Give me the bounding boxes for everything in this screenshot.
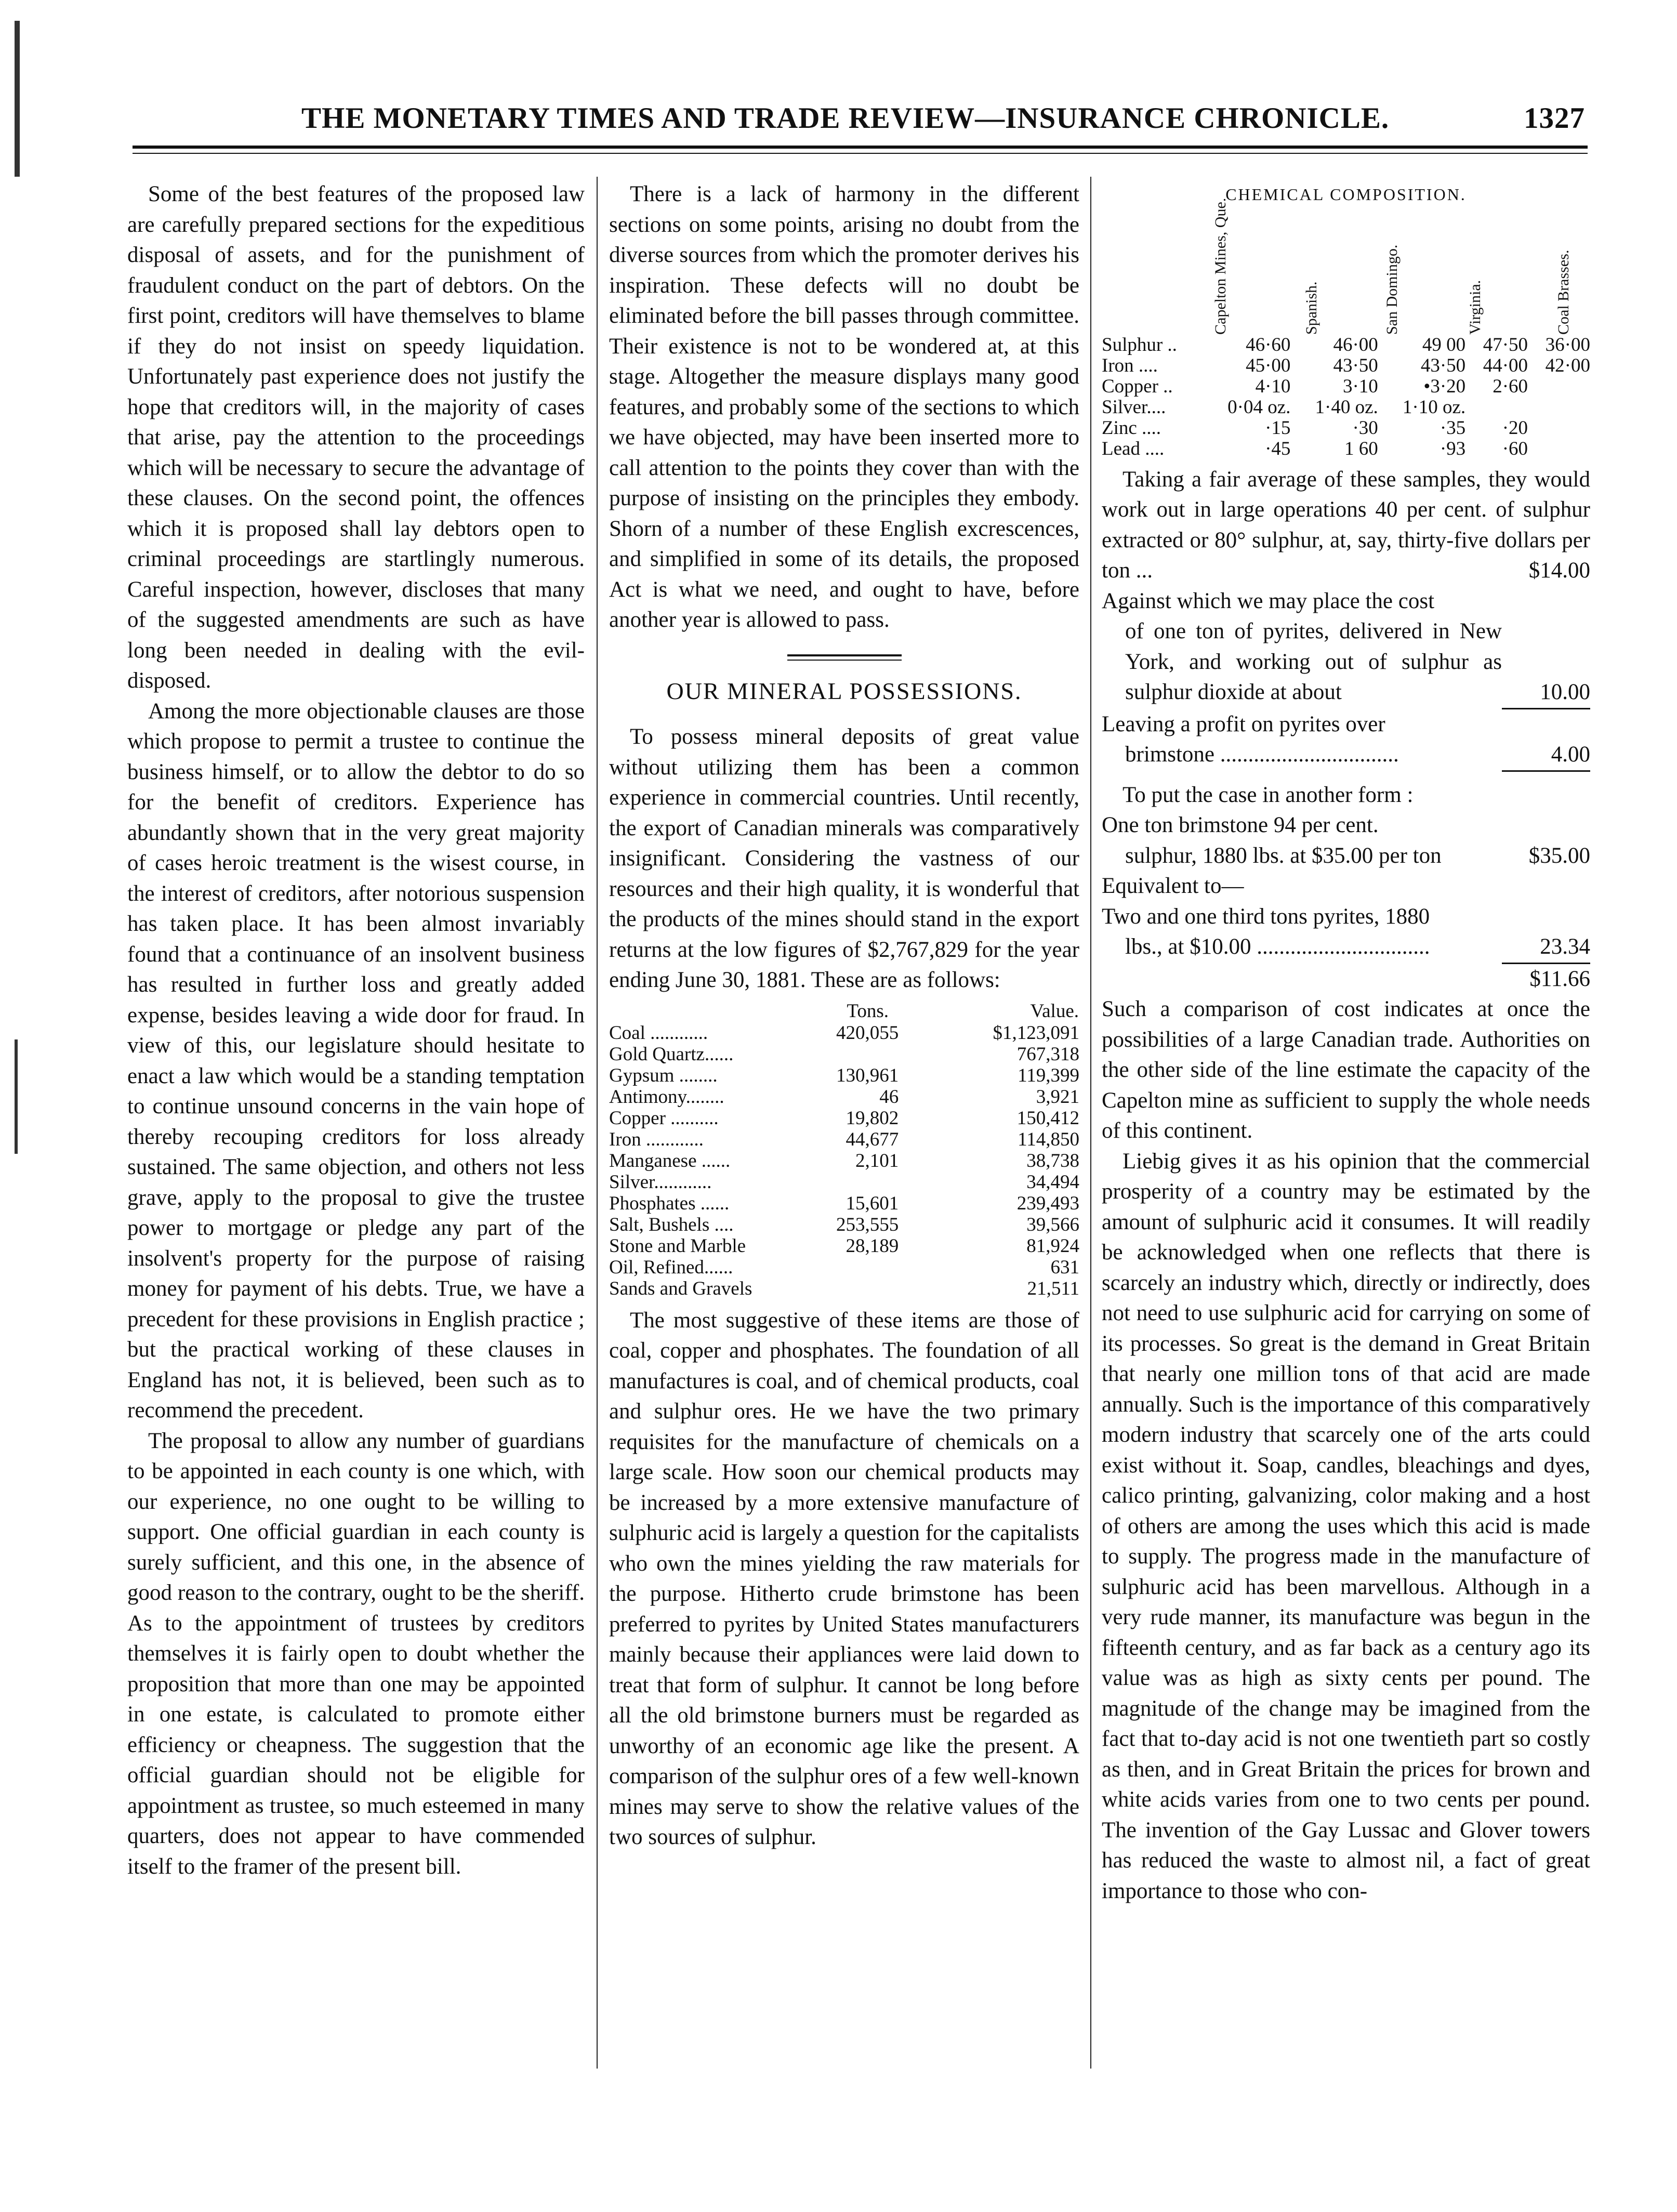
percentage-value: 3·10 <box>1342 375 1378 397</box>
tons-value <box>816 1044 919 1065</box>
mineral-name: Sands and Gravels <box>609 1278 752 1299</box>
mineral-name: Manganese ...... <box>609 1150 731 1171</box>
dollar-value: 39,566 <box>1026 1214 1079 1235</box>
table-row <box>609 1129 1079 1150</box>
masthead <box>130 101 1585 143</box>
header-rule <box>133 146 1588 149</box>
calc-text: lbs., at $10.00 ............................... <box>1125 934 1430 959</box>
chem-column-header: San Domingo. <box>1383 244 1401 335</box>
section-divider-thin <box>787 660 902 661</box>
table-row <box>609 1108 1079 1129</box>
section-divider <box>787 654 902 656</box>
mineral-name: Salt, Bushels .... <box>609 1214 734 1235</box>
mineral-name: Phosphates ...... <box>609 1192 730 1214</box>
calc-amount: 10.00 <box>1540 680 1590 704</box>
calc-line: Leaving a profit on pyrites over <box>1102 712 1385 736</box>
percentage-value: 45·00 <box>1246 354 1291 376</box>
sum-rule <box>1502 770 1590 772</box>
column-divider <box>597 177 598 2069</box>
dollar-value: 81,924 <box>1026 1235 1079 1257</box>
percentage-value: ·20 <box>1502 417 1528 439</box>
tons-value <box>816 1278 919 1299</box>
section-heading: OUR MINERAL POSSESSIONS. <box>666 677 1022 704</box>
table-row <box>609 1065 1079 1086</box>
percentage-value: 43·50 <box>1420 354 1466 376</box>
calc-amount: 4.00 <box>1551 742 1590 767</box>
mineral-name: Antimony........ <box>609 1086 724 1108</box>
table-row <box>609 1278 1079 1299</box>
table-row <box>1102 356 1590 376</box>
column-1 <box>127 179 585 1882</box>
tons-value <box>816 1257 919 1278</box>
percentage-value: 49 00 <box>1422 334 1466 356</box>
binding-edge-mark <box>15 21 20 177</box>
article-paragraph: Among the more objectionable clauses are those which propose to permit a trustee to continue the business himself, or to allow the debtor to do so for the benefit of creditors. Experience has abundantly shown that in the very great majority of cases heroic treatment is the wisest course, in the interest of creditors, after notorious suspension has taken place. It has been almost invariably found that a continuance of an insolvent business has resulted in further loss and greatly added expense, besides leaving a wide door for fraud. In view of this, our legislature should hesitate to enact a law which would be a standing temptation to continue unsound concerns in the vain hope of thereby recouping creditors for loss already sustained. The same objection, and others not less grave, apply to the proposal to give the trustee power to mortgage or pledge any part of the insolvent's property for the purpose of raising money for payment of his debts. True, we have a precedent for these provisions in English practice ; but the practical working of these clauses in England has not, it is believed, been such as to recommend the precedent. <box>127 699 585 1423</box>
percentage-value: ·93 <box>1440 438 1466 459</box>
mineral-name: Copper .......... <box>609 1107 719 1129</box>
binding-edge-mark <box>15 1039 18 1154</box>
percentage-value <box>1528 439 1590 459</box>
dollar-value: 119,399 <box>1018 1064 1079 1086</box>
chem-column-header: Virginia. <box>1467 280 1484 335</box>
calc-line: Against which we may place the cost <box>1102 588 1435 613</box>
tons-value: 2,101 <box>855 1150 899 1171</box>
article-paragraph: The proposal to allow any number of guardians to be appointed in each county is one which, with our experience, no one ought to be willing to support. One official guardian in each county is surely sufficient, and this one, in the absence of good reason to the contrary, ought to be the sheriff. As to the appointment of trustees by creditors themselves it is fairly open to doubt whether the proposition that more than one may be appointed in one estate, is calculated to promote either efficiency or cheapness. The suggestion that the official guardian should not be eligible for appointment as trustee, so much esteemed in many quarters, does not appear to have commended itself to the framer of the present bill. <box>127 1428 585 1879</box>
dollar-value: 34,494 <box>1026 1171 1079 1193</box>
table-row <box>609 1022 1079 1044</box>
calc-text: of one ton of pyrites, delivered in New York, and working out of sulphur as sulphur dioxide at about <box>1125 619 1502 704</box>
page-number: 1327 <box>1524 102 1585 135</box>
chem-column-header: Coal Brasses. <box>1555 249 1572 335</box>
calc-amount: $35.00 <box>1528 843 1590 868</box>
dollar-value: 21,511 <box>1027 1278 1079 1299</box>
tons-value: 19,802 <box>846 1107 899 1129</box>
percentage-value: 1 60 <box>1344 438 1378 459</box>
table-row <box>609 1257 1079 1278</box>
chemical-table-title: CHEMICAL COMPOSITION. <box>1225 185 1467 204</box>
calc-amount: $11.66 <box>1529 966 1590 991</box>
table-row <box>1102 439 1590 459</box>
tons-value: 44,677 <box>846 1128 899 1150</box>
table-row <box>609 1086 1079 1108</box>
percentage-value: ·30 <box>1352 417 1378 439</box>
calc-line: One ton brimstone 94 per cent. <box>1102 813 1379 837</box>
percentage-value: 0·04 oz. <box>1227 396 1291 418</box>
dollar-value: 239,493 <box>1016 1192 1079 1214</box>
chemical-composition-table <box>1102 335 1590 459</box>
chemical-table-headers <box>1102 198 1590 335</box>
percentage-value <box>1528 397 1590 418</box>
dollar-value: 150,412 <box>1016 1107 1079 1129</box>
dollar-value: 114,850 <box>1018 1128 1079 1150</box>
dollar-value: $1,123,091 <box>993 1022 1079 1044</box>
table-row <box>609 1193 1079 1214</box>
table-header-row <box>609 1000 1079 1022</box>
calc-line: Two and one third tons pyrites, 1880 <box>1102 904 1430 929</box>
percentage-value <box>1465 397 1528 418</box>
article-paragraph: Such a comparison of cost indicates at once the possibilities of a large Canadian trade. Authorities on the other side of the line estimate the capacity of the Capelton mine as sufficient to supply the whole needs of this continent. <box>1102 997 1590 1143</box>
percentage-value: ·45 <box>1265 438 1291 459</box>
element-name: Lead .... <box>1102 438 1165 459</box>
element-name: Silver.... <box>1102 396 1166 418</box>
mineral-name: Iron ............ <box>609 1128 704 1150</box>
table-row <box>609 1214 1079 1235</box>
calc-line <box>1102 616 1590 708</box>
mineral-name: Stone and Marble <box>609 1235 746 1257</box>
percentage-value: 44·00 <box>1483 354 1528 376</box>
article-paragraph: Some of the best features of the proposed law are carefully prepared sections for the expeditious disposal of assets, and for the punishment of fraudulent conduct on the part of debtors. On the first point, creditors will have themselves to blame if they do not insist on speedy liquidation. Unfortunately past experience does not justify the hope that creditors will, in the majority of cases that arise, pay the attention to the proceedings which will be necessary to secure the advantage of these clauses. On the second point, the offences which it is proposed shall lay debtors open to criminal proceedings are startlingly numerous. Careful inspection, however, discloses that many of the suggested amendments are such as have long been needed in dealing with the evil-disposed. <box>127 182 585 693</box>
mineral-exports-table <box>609 1000 1079 1299</box>
table-row <box>1102 335 1590 356</box>
table-row <box>609 1150 1079 1171</box>
column-divider <box>1090 177 1091 2069</box>
element-name: Zinc .... <box>1102 417 1161 439</box>
percentage-value: 1·10 oz. <box>1402 396 1466 418</box>
dollar-value: 631 <box>1050 1256 1079 1278</box>
mineral-name: Silver............ <box>609 1171 712 1193</box>
header-rule-thin <box>133 153 1588 154</box>
percentage-value: 46·60 <box>1246 334 1291 356</box>
tons-value <box>816 1171 919 1193</box>
percentage-value: ·35 <box>1440 417 1466 439</box>
percentage-value: 43·50 <box>1333 354 1378 376</box>
calc-line: To put the case in another form : <box>1123 782 1414 807</box>
table-header <box>609 1000 816 1022</box>
chem-column-header: Spanish. <box>1303 281 1320 335</box>
calc-line <box>1102 740 1590 770</box>
percentage-value: 47·50 <box>1483 334 1528 356</box>
article-paragraph: Liebig gives it as his opinion that the commercial prosperity of a country may be estimated by the amount of sulphuric acid it consumes. It will readily be acknowledged when one reflects that there is scarcely an industry which, directly or indirectly, does not need to use sulphuric acid for carrying on some of its processes. So great is the demand in Great Britain that nearly one million tons of that acid are made annually. Such is the importance of this comparatively modern industry that scarcely one of the arts could exist without it. Soap, candles, bleachings and dyes, calico printing, galvanizing, color making and a host of others are among the uses which this acid is made to supply. The progress made in the manufacture of sulphuric acid has been marvellous. Although in a very rude manner, its manufacture was begun in the fifteenth century, and as far back as a century ago its value was as high as sixty cents per pound. The magnitude of the change may be imagined from the fact that to-day acid is not one twentieth part so costly as then, and in Great Britain the prices for brown and white acids varies from one to two cents per pound. The invention of the Gay Lussac and Glover towers has reduced the waste to almost nil, a fact of great importance to those who con- <box>1102 1149 1590 1903</box>
tons-value: 15,601 <box>846 1192 899 1214</box>
tons-value: 130,961 <box>836 1064 899 1086</box>
percentage-value: 4·10 <box>1255 375 1291 397</box>
tons-value: 28,189 <box>846 1235 899 1257</box>
mineral-name: Oil, Refined...... <box>609 1256 733 1278</box>
percentage-value: ·60 <box>1502 438 1528 459</box>
dollar-value: 3,921 <box>1036 1086 1079 1108</box>
percentage-value <box>1528 418 1590 439</box>
article-paragraph: To possess mineral deposits of great value without utilizing them has been a common experience in commercial countries. Until recently, the export of Canadian minerals was comparatively insignificant. Considering the vastness of our resources and their high quality, it is wonderful that the products of the mines should stand in the export returns at the low figures of $2,767,829 for the year ending June 30, 1881. These are as follows: <box>609 725 1079 992</box>
article-paragraph: The most suggestive of these items are those of coal, copper and phosphates. The foundation of all manufactures is coal, and of chemical products, coal and sulphur ores. He we have the two primary requisites for the manufacture of chemicals on a large scale. How soon our chemical products may be increased by a more extensive manufacture of sulphuric acid is largely a question for the capitalists who own the mines yielding the raw materials for the purpose. Hitherto crude brimstone has been preferred to pyrites by United States manufacturers mainly because their appliances were laid down to treat that form of sulphur. It cannot be long before all the old brimstone burners must be regarded as unworthy of an economic age like the present. A comparison of the sulphur ores of a few well-known mines may serve to show the relative values of the two sources of sulphur. <box>609 1308 1079 1849</box>
tons-value: 253,555 <box>836 1214 899 1235</box>
article-paragraph <box>1102 465 1590 586</box>
calc-line <box>1102 964 1590 995</box>
column-2 <box>609 179 1079 1853</box>
percentage-value: 1·40 oz. <box>1315 396 1378 418</box>
calc-text: Taking a fair average of these samples, they would work out in large operations 40 per cent. of sulphur extracted or 80° sulphur, at, say, thirty-five dollars per ton ... <box>1102 467 1590 583</box>
table-row <box>1102 397 1590 418</box>
article-paragraph: There is a lack of harmony in the different sections on some points, arising no doubt from the diverse sources from which the promoter derives his inspiration. These defects will no doubt be eliminated before the bill passes through committee. Their existence is not to be wondered at, at this stage. Altogether the measure displays many good features, and probably some of the sections to which we have objected, may have been inserted more to call attention to the points they cover than with the purpose of insisting on the principles they embody. Shorn of a number of these English excrescences, and simplified in some of its details, the proposed Act is what we need, and ought to have, before another year is allowed to pass. <box>609 182 1079 632</box>
mineral-name: Gold Quartz...... <box>609 1043 734 1065</box>
tons-value: 420,055 <box>836 1022 899 1044</box>
mineral-name: Gypsum ........ <box>609 1064 718 1086</box>
percentage-value: 42·00 <box>1545 354 1590 376</box>
dollar-value: 767,318 <box>1016 1043 1079 1065</box>
calc-line: Equivalent to— <box>1102 874 1244 898</box>
chem-column-header: Capelton Mines, Que. <box>1212 198 1229 335</box>
calc-amount: $14.00 <box>1528 558 1590 583</box>
table-header: Value. <box>1030 1000 1079 1022</box>
calc-text: sulphur, 1880 lbs. at $35.00 per ton <box>1125 843 1442 868</box>
percentage-value: 36·00 <box>1545 334 1590 356</box>
calc-line <box>1102 932 1590 963</box>
mineral-name: Coal ............ <box>609 1022 708 1044</box>
element-name: Copper .. <box>1102 375 1173 397</box>
calc-amount: 23.34 <box>1540 934 1590 959</box>
calc-text: brimstone ................................ <box>1125 742 1399 767</box>
table-row <box>1102 418 1590 439</box>
table-row <box>609 1171 1079 1193</box>
table-row <box>609 1235 1079 1257</box>
percentage-value: ·15 <box>1265 417 1291 439</box>
tons-value: 46 <box>879 1086 899 1108</box>
calc-line <box>1102 841 1590 872</box>
percentage-value <box>1528 376 1590 397</box>
element-name: Iron .... <box>1102 354 1158 376</box>
percentage-value: •3·20 <box>1423 375 1466 397</box>
table-row <box>1102 376 1590 397</box>
publication-title: THE MONETARY TIMES AND TRADE REVIEW—INSURANCE CHRONICLE. <box>301 102 1390 135</box>
dollar-value: 38,738 <box>1026 1150 1079 1171</box>
percentage-value: 2·60 <box>1493 375 1528 397</box>
table-row <box>609 1044 1079 1065</box>
column-3 <box>1102 179 1590 1906</box>
table-header: Tons. <box>847 1000 889 1022</box>
percentage-value: 46·00 <box>1333 334 1378 356</box>
element-name: Sulphur .. <box>1102 334 1177 356</box>
